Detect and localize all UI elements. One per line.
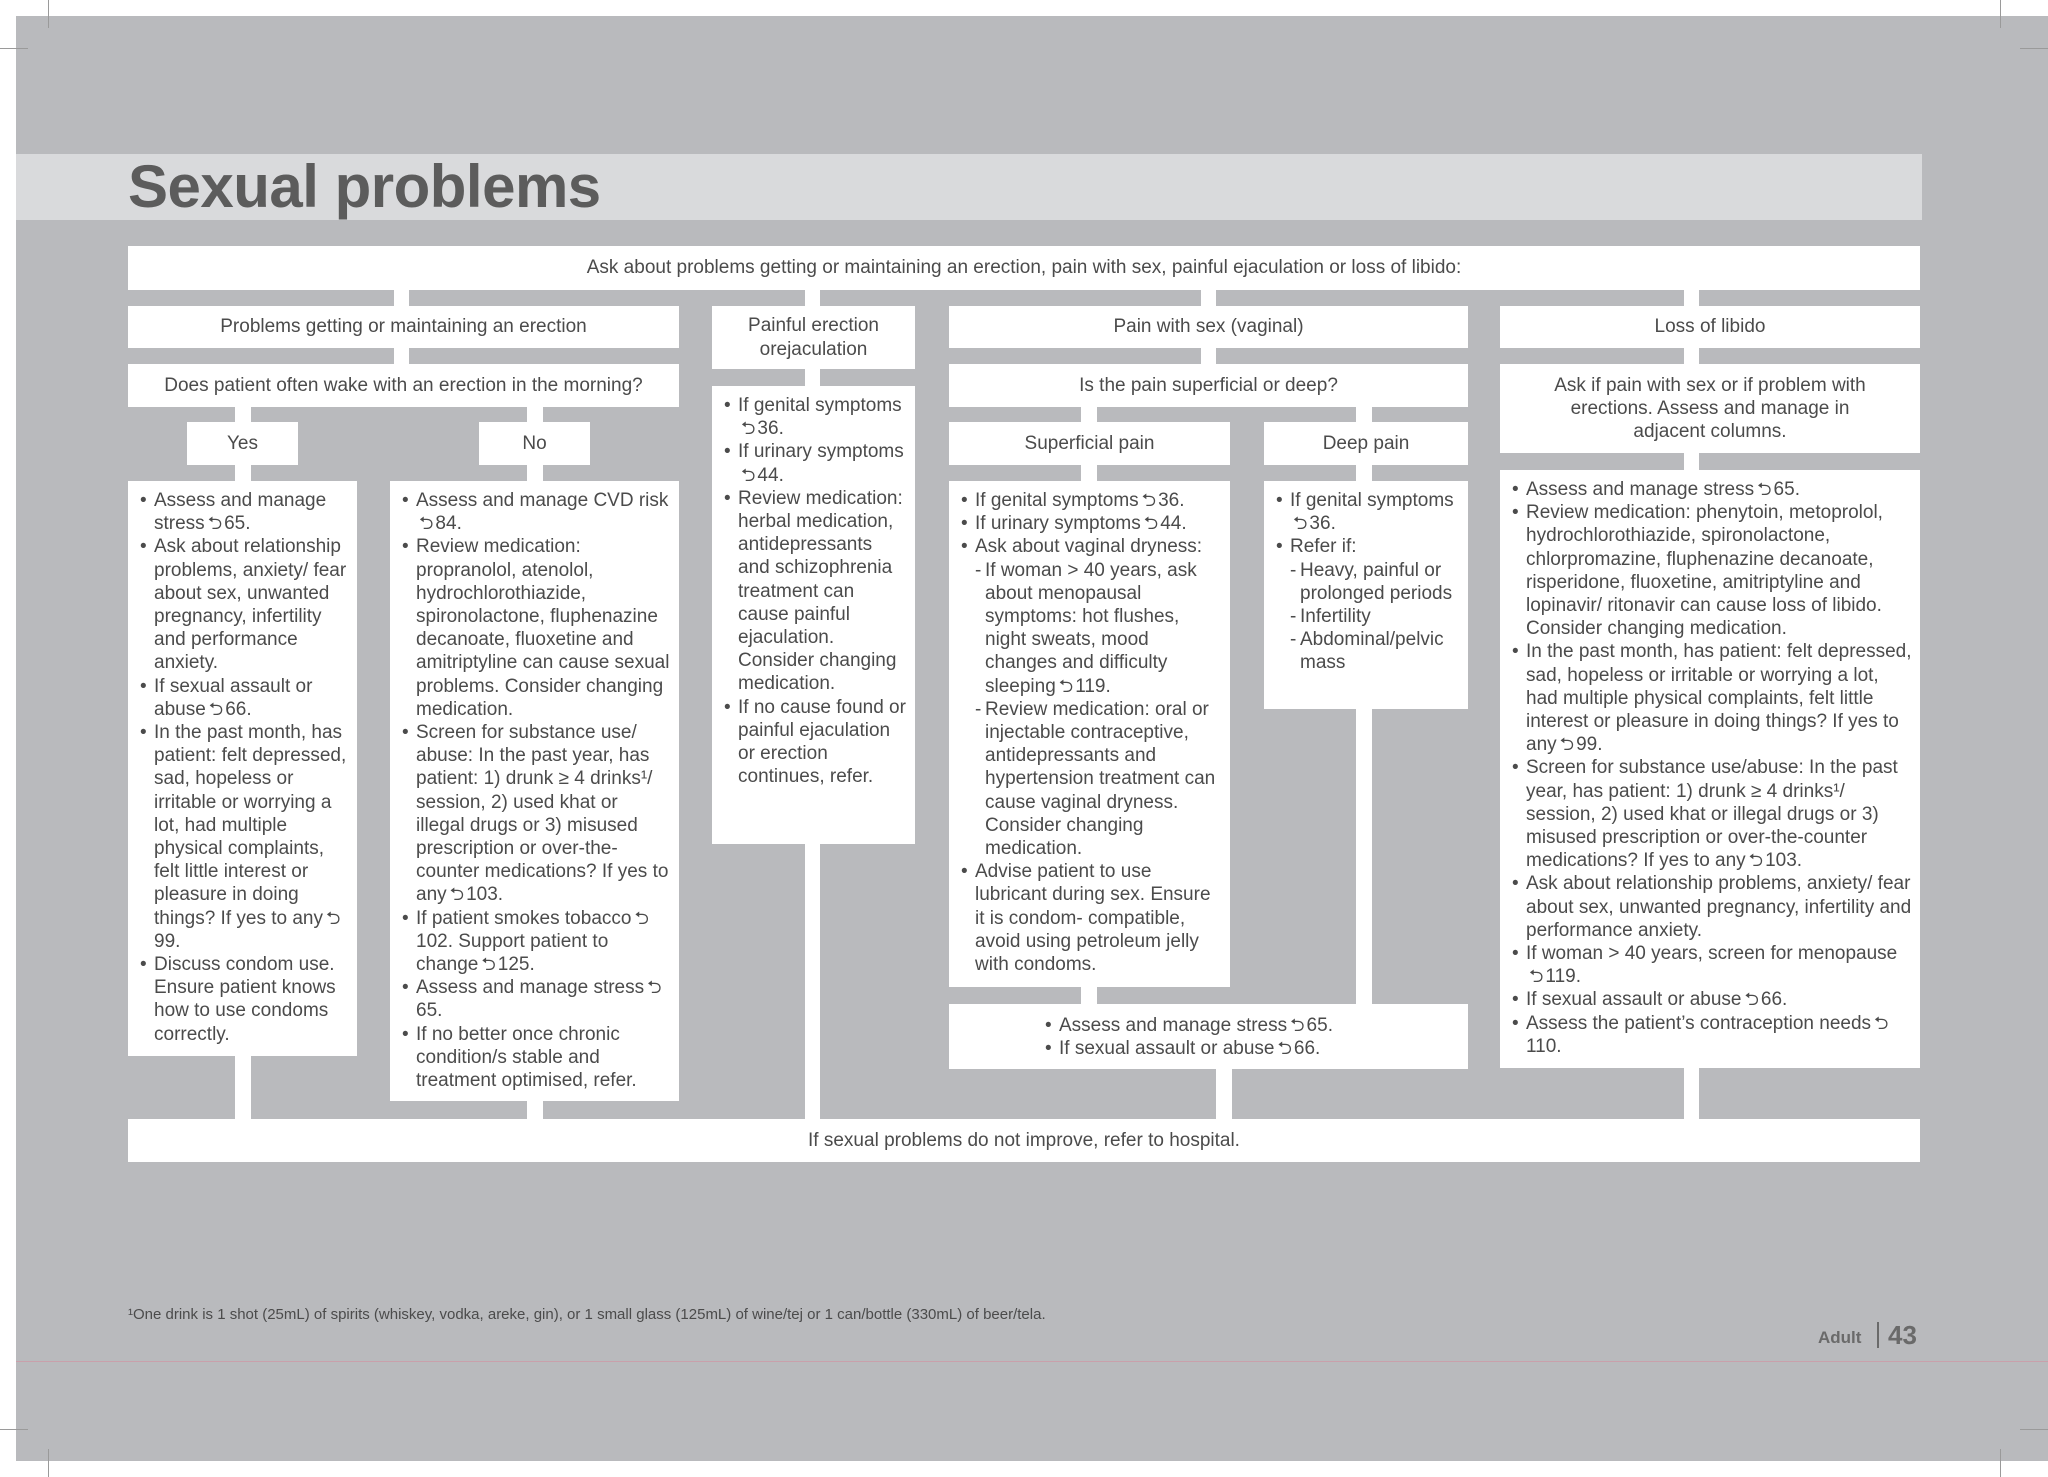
connector xyxy=(1356,407,1372,422)
pain-question xyxy=(949,364,1468,407)
libido-actions-box xyxy=(1500,470,1920,1068)
connector xyxy=(394,290,409,306)
list-item: • Review medication: phenytoin, metoprolol, hydrochlorothiazide, spironolactone, chlorpromazine, fluphenazine decanoate, risperidone, fluoxetine, amitriptyline and lopinavir/ ritonavir can cause loss of libido. Consider changing medication. xyxy=(1512,501,1912,640)
yes-label: Yes xyxy=(227,432,258,454)
no-box xyxy=(479,422,590,465)
page-reference-arrow-icon: ⮌ xyxy=(1143,513,1159,534)
superficial-actions-list xyxy=(961,489,1222,976)
list-item: • If genital symptoms⮌ 36. xyxy=(724,394,907,440)
list-item: • If genital symptoms⮌ 36. xyxy=(1276,489,1460,535)
connector xyxy=(235,465,251,481)
page-reference-arrow-icon: ⮌ xyxy=(634,907,649,928)
list-item: • Ask about relationship problems, anxiety/ fear about sex, unwanted pregnancy, infertility and performance anxiety. xyxy=(1512,872,1912,942)
connector xyxy=(1201,290,1216,306)
list-item: • Ask about vaginal dryness: - If woman > 40 years, ask about menopausal symptoms: hot flushes, night sweats, mood changes and difficulty sleeping ⮌ 119. - Review medication: oral or injectable contraceptive, antidepressants and hypertension treatment can cause vaginal dryness. Consider changing medication. xyxy=(961,535,1222,860)
crop-mark xyxy=(2020,48,2048,49)
crop-mark xyxy=(2020,1429,2048,1430)
header-ejaculation-text: Painful erection orejaculation xyxy=(748,315,879,360)
header-libido-text: Loss of libido xyxy=(1654,316,1766,338)
connector xyxy=(1081,987,1097,1004)
footer-section-label: Adult xyxy=(1818,1328,1862,1347)
connector xyxy=(394,348,409,364)
connector xyxy=(527,407,543,422)
header-erection xyxy=(128,306,679,348)
list-item: • If sexual assault or abuse ⮌ 66. xyxy=(140,675,349,721)
libido-question-text: Ask if pain with sex or if problem with erections. Assess and manage in adjacent columns. xyxy=(1554,374,1866,443)
page-reference-arrow-icon: ⮌ xyxy=(1141,490,1157,510)
page-reference-arrow-icon: ⮌ xyxy=(1277,1038,1292,1059)
list-item: • If genital symptoms ⮌ 36. xyxy=(961,489,1222,512)
crop-mark xyxy=(0,1429,28,1430)
sub-list-item: - Review medication: oral or injectable contraceptive, antidepressants and hypertension treatment can cause vaginal dryness. Consider changing medication. xyxy=(975,698,1222,860)
list-item: • Screen for substance use/ abuse: In the past year, has patient: 1) drunk ≥ 4 drinks¹/ session, 2) used khat or illegal drugs or 3) misused prescription or over-the-counter medications? If yes to any ⮌ 103. xyxy=(402,721,671,907)
libido-question xyxy=(1500,364,1920,453)
list-item: • If patient smokes tobacco ⮌102. Support patient to change ⮌ 125. xyxy=(402,907,671,977)
list-item: • Screen for substance use/abuse: In the past year, has patient: 1) drunk ≥ 4 drinks¹/ session, 2) used khat or illegal drugs or 3) misused prescription or over-the-counter medications? If yes to any ⮌ 103. xyxy=(1512,756,1912,872)
connector xyxy=(1201,348,1216,364)
crop-mark xyxy=(48,0,49,28)
crop-mark xyxy=(48,1449,49,1477)
sub-list-item: - If woman > 40 years, ask about menopausal symptoms: hot flushes, night sweats, mood changes and difficulty sleeping ⮌ 119. xyxy=(975,559,1222,698)
no-label: No xyxy=(522,432,547,454)
connector xyxy=(527,465,543,481)
connector xyxy=(1356,465,1372,481)
page-reference-arrow-icon: ⮌ xyxy=(741,418,756,439)
connector xyxy=(805,290,820,306)
page-reference-arrow-icon: ⮌ xyxy=(1290,1015,1305,1035)
connector xyxy=(805,369,820,386)
header-ejaculation xyxy=(712,306,915,369)
page-reference-arrow-icon: ⮌ xyxy=(1293,513,1308,534)
list-item: • Assess the patient’s contraception needs ⮌110. xyxy=(1512,1012,1912,1058)
list-item: • If sexual assault or abuse ⮌ 66. xyxy=(1045,1037,1468,1060)
deep-actions-box xyxy=(1264,481,1468,709)
header-pain-text: Pain with sex (vaginal) xyxy=(1113,316,1304,338)
header-pain xyxy=(949,306,1468,348)
page-reference-arrow-icon: ⮌ xyxy=(1874,1012,1889,1033)
header-libido xyxy=(1500,306,1920,348)
page-reference-arrow-icon: ⮌ xyxy=(1744,989,1759,1010)
list-item: • If woman > 40 years, screen for menopause⮌ 119. xyxy=(1512,942,1912,988)
yes-actions-box xyxy=(128,481,357,1056)
connector xyxy=(1684,348,1699,364)
connector xyxy=(1216,1069,1232,1119)
page-reference-arrow-icon: ⮌ xyxy=(449,884,465,905)
yes-actions-list xyxy=(140,489,349,1046)
bottom-referral-box xyxy=(128,1119,1920,1162)
list-item: • Ask about relationship problems, anxiety/ fear about sex, unwanted pregnancy, infertility and performance anxiety. xyxy=(140,535,349,674)
pain-shared-box xyxy=(949,1004,1468,1069)
yes-box xyxy=(187,422,298,465)
page-reference-arrow-icon: ⮌ xyxy=(481,954,496,975)
footer-rule xyxy=(16,1361,2048,1362)
pain-shared-list xyxy=(1045,1014,1468,1060)
list-item: • If no cause found or painful ejaculation or erection continues, refer. xyxy=(724,696,907,789)
list-item: • If sexual assault or abuse ⮌ 66. xyxy=(1512,988,1912,1011)
page-reference-arrow-icon: ⮌ xyxy=(207,513,223,534)
list-item: • Assess and manage stress ⮌ 65. xyxy=(1045,1014,1468,1037)
connector xyxy=(235,407,251,422)
list-item: • In the past month, has patient: felt depressed, sad, hopeless or irritable or worrying a lot, had multiple physical complaints, felt little interest or pleasure in doing things? If yes to any ⮌99. xyxy=(140,721,349,953)
list-item: • Refer if: - Heavy, painful or prolonged periods - Infertility - Abdominal/pelvic mass xyxy=(1276,535,1460,674)
no-actions-list xyxy=(402,489,671,1092)
connector xyxy=(805,844,820,1119)
page-reference-arrow-icon: ⮌ xyxy=(1559,734,1575,755)
crop-mark xyxy=(2000,0,2001,28)
deep-label: Deep pain xyxy=(1322,432,1410,454)
pain-question-text: Is the pain superficial or deep? xyxy=(1079,374,1338,396)
connector xyxy=(235,1056,251,1119)
footnote: ¹One drink is 1 shot (25mL) of spirits (whiskey, vodka, areke, gin), or 1 small glass (125mL) of wine/tej or 1 can/bottle (330mL) of beer/tela. xyxy=(128,1306,1046,1323)
list-item: • In the past month, has patient: felt depressed, sad, hopeless or irritable or worrying a lot, had multiple physical complaints, felt little interest or pleasure in doing things? If yes to any ⮌ 99. xyxy=(1512,640,1912,756)
page-number: 43 xyxy=(1888,1320,1917,1350)
erection-question-text: Does patient often wake with an erection in the morning? xyxy=(164,374,643,396)
list-item: • Review medication: propranolol, atenolol, hydrochlorothiazide, spironolactone, fluphenazine decanoate, fluoxetine and amitriptyline can cause sexual problems. Consider changing medication. xyxy=(402,535,671,721)
list-item: • If urinary symptoms⮌ 44. xyxy=(724,440,907,486)
list-item: • If urinary symptoms ⮌ 44. xyxy=(961,512,1222,535)
crop-mark xyxy=(0,48,28,49)
libido-actions-list xyxy=(1512,478,1912,1058)
page-reference-arrow-icon: ⮌ xyxy=(1058,675,1074,696)
connector xyxy=(1081,407,1097,422)
connector xyxy=(1356,709,1372,1004)
page-reference-arrow-icon: ⮌ xyxy=(1748,850,1764,871)
list-item: • Review medication: herbal medication, antidepressants and schizophrenia treatment can cause painful ejaculation. Consider changing medication. xyxy=(724,487,907,696)
ejaculation-actions-list xyxy=(724,394,907,788)
connector xyxy=(1684,290,1699,306)
page-reference-arrow-icon: ⮌ xyxy=(208,698,224,719)
footer-separator xyxy=(1877,1322,1879,1348)
page-reference-arrow-icon: ⮌ xyxy=(419,513,434,534)
top-question-box xyxy=(128,246,1920,290)
page-reference-arrow-icon: ⮌ xyxy=(326,907,341,928)
sub-list-item: - Infertility xyxy=(1290,605,1460,628)
bottom-referral-text: If sexual problems do not improve, refer to hospital. xyxy=(808,1129,1240,1151)
header-erection-text: Problems getting or maintaining an erection xyxy=(220,316,587,338)
superficial-actions-box xyxy=(949,481,1230,987)
superficial-box xyxy=(949,422,1230,465)
erection-question xyxy=(128,364,679,407)
crop-mark xyxy=(2000,1449,2001,1477)
list-item: • If no better once chronic condition/s stable and treatment optimised, refer. xyxy=(402,1023,671,1093)
connector xyxy=(1684,453,1699,470)
page-reference-arrow-icon: ⮌ xyxy=(1529,966,1544,987)
page-title: Sexual problems xyxy=(128,153,601,220)
connector xyxy=(527,1101,543,1119)
connector xyxy=(1081,465,1097,481)
list-item: • Assess and manage stress ⮌ 65. xyxy=(140,489,349,535)
page-reference-arrow-icon: ⮌ xyxy=(1757,479,1772,499)
ejaculation-actions-box xyxy=(712,386,915,844)
superficial-label: Superficial pain xyxy=(1024,432,1155,454)
top-question-text: Ask about problems getting or maintaining an erection, pain with sex, painful ejaculation or loss of libido: xyxy=(586,257,1462,279)
sub-list xyxy=(1290,559,1460,675)
connector xyxy=(1684,1068,1699,1119)
list-item: • Discuss condom use. Ensure patient knows how to use condoms correctly. xyxy=(140,953,349,1046)
page-reference-arrow-icon: ⮌ xyxy=(741,464,756,485)
deep-actions-list xyxy=(1276,489,1460,675)
list-item: • Assess and manage CVD risk⮌ 84. xyxy=(402,489,671,535)
sub-list-item: - Heavy, painful or prolonged periods xyxy=(1290,559,1460,605)
list-item: • Assess and manage stress ⮌ 65. xyxy=(1512,478,1912,501)
no-actions-box xyxy=(390,481,679,1101)
page-reference-arrow-icon: ⮌ xyxy=(647,977,662,998)
list-item: • Advise patient to use lubricant during sex. Ensure it is condom- compatible, avoid using petroleum jelly with condoms. xyxy=(961,860,1222,976)
deep-box xyxy=(1264,422,1468,465)
sub-list xyxy=(975,559,1222,861)
sub-list-item: - Abdominal/pelvic mass xyxy=(1290,628,1460,674)
list-item: • Assess and manage stress ⮌65. xyxy=(402,976,671,1022)
